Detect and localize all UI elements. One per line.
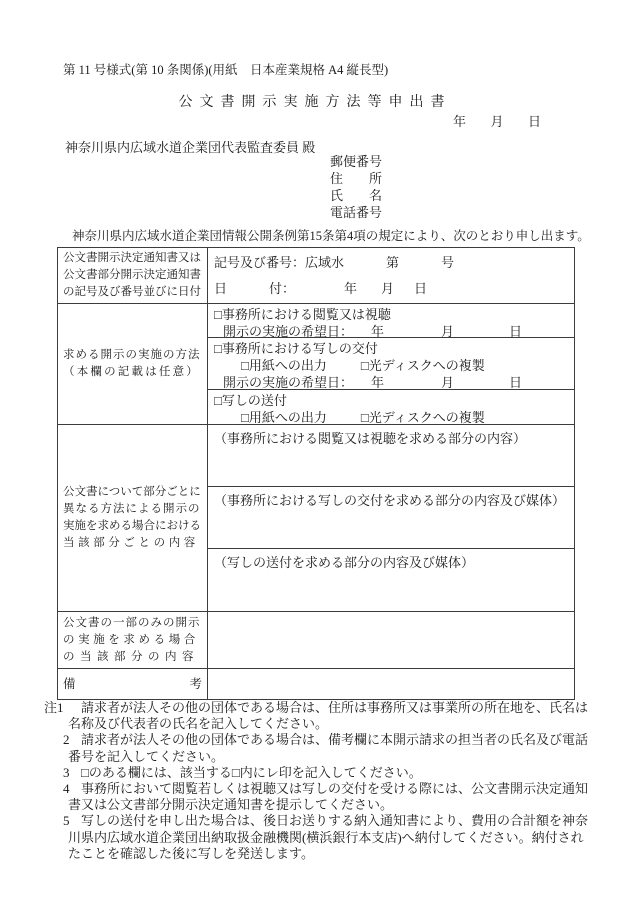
option-copy-at-office-label: 事務所における写しの交付: [221, 341, 378, 356]
checkbox-paper-output-office[interactable]: □: [241, 358, 249, 373]
applicant-postal-label: 郵便番号: [330, 154, 383, 169]
notes-block: [44, 700, 590, 862]
desired-date-line-2: 開示の実施の希望日： 年 月 日: [223, 375, 523, 390]
checkbox-paper-output-mail[interactable]: □: [241, 410, 249, 425]
addressee-line: 神奈川県内広域水道企業団代表監査委員 殿: [65, 140, 316, 155]
intro-sentence: 神奈川県内広域水道企業団情報公開条例第15条第4項の規定により、次のとおり申し出ます。: [72, 229, 590, 243]
row-per-part-content-heading: 公文書について部分ごとに 異なる方法による開示の 実施を求める場合における 当該部分ごとの内容: [58, 425, 208, 611]
paper-output-office-label: 用紙への出力: [248, 358, 327, 373]
date-month-label: 月: [490, 114, 504, 129]
option-copy-by-mail: [208, 390, 574, 424]
form-number-line: 第 11 号様式(第 10 条関係)(用紙 日本産業規格 A4 縦長型): [63, 63, 389, 77]
checkbox-copy-by-mail[interactable]: □: [214, 393, 222, 408]
disc-copy-office-label: 光ディスクへの複製: [368, 358, 485, 373]
field-mail-part-caption: （写しの送付を求める部分の内容及び媒体）: [214, 555, 475, 570]
field-copy-part-caption: （事務所における写しの交付を求める部分の内容及び媒体）: [214, 493, 566, 508]
dai-label: 第: [386, 255, 400, 270]
disc-copy-mail-label: 光ディスクへの複製: [368, 410, 485, 425]
date-day-label: 日: [527, 114, 541, 129]
row-partial-disclosure-heading: 公文書の一部のみの開示 の実施を求める場合 の当該部分の内容: [58, 612, 208, 668]
field-remarks[interactable]: [208, 669, 574, 699]
checkbox-view-at-office[interactable]: □: [214, 307, 222, 322]
row-remarks: [58, 668, 574, 699]
field-partial-disclosure[interactable]: [208, 612, 574, 668]
date-year-label: 年: [453, 114, 467, 129]
applicant-address-label: 住 所: [330, 171, 383, 186]
field-view-part-content[interactable]: [208, 425, 574, 487]
row-notice-number: [58, 248, 574, 303]
applicant-block: [330, 153, 382, 221]
sign-number-line: [214, 252, 574, 269]
note-2: 2 請求者が法人その他の団体である場合は、備考欄に本開示請求の担当者の氏名及び電話番号を記入してください。: [63, 732, 589, 764]
go-label: 号: [441, 255, 455, 270]
option-copy-by-mail-label: 写しの送付: [221, 393, 287, 408]
applicant-phone-label: 電話番号: [330, 205, 383, 220]
note-4: 4 事務所において閲覧若しくは視聴又は写しの交付を受ける際には、公文書開示決定通知書又は公文書部分開示決定通知書を提示してください。: [63, 781, 589, 813]
row-disclosure-method-heading: 求める開示の実施の方法 （本欄の記載は任意）: [58, 304, 208, 424]
option-view-at-office: [208, 304, 574, 338]
paper-output-mail-label: 用紙への出力: [248, 410, 327, 425]
row-disclosure-method: [58, 303, 574, 424]
date-line: [453, 111, 541, 130]
checkbox-disc-copy-mail[interactable]: □: [360, 410, 369, 425]
form-table: [57, 247, 575, 700]
row-partial-disclosure: [58, 611, 574, 668]
notice-date-line: 日 付： 年 月 日: [214, 281, 428, 296]
field-view-part-caption: （事務所における閲覧又は視聴を求める部分の内容）: [214, 431, 527, 446]
page-title: 公文書開示実施方法等申出書: [178, 95, 452, 110]
disclosure-method-options: [208, 304, 574, 424]
notice-number-field[interactable]: [208, 248, 574, 300]
note-3: 3 □のある欄には、該当する□内にレ印を記入してください。: [63, 764, 422, 780]
checkbox-disc-copy-office[interactable]: □: [360, 358, 369, 373]
field-mail-part-content[interactable]: [208, 549, 574, 611]
desired-date-line-1: 開示の実施の希望日： 年 月 日: [223, 324, 523, 339]
note-5: 5 写しの送付を申し出た場合は、後日お送りする納入通知書により、費用の合計額を神奈川県内広域水道企業団出納取扱金融機関(横浜銀行本支店)へ納付してください。納付されたことを確認した後に写しを発送します。: [63, 813, 589, 861]
row-notice-number-heading: 公文書開示決定通知書又は 公文書部分開示決定通知書 の記号及び番号並びに日付: [58, 248, 208, 303]
field-copy-part-content[interactable]: [208, 487, 574, 549]
applicant-name-label: 氏 名: [330, 188, 383, 203]
checkbox-copy-at-office[interactable]: □: [214, 341, 222, 356]
row-per-part-content: [58, 424, 574, 611]
note-1: 注1 請求者が法人その他の団体である場合は、住所は事務所又は事業所の所在地を、氏名は名称及び代表者の氏名を記入してください。: [44, 700, 589, 732]
option-copy-at-office: [208, 338, 574, 390]
sign-number-label: 記号及び番号：広域水: [214, 255, 345, 270]
option-view-at-office-label: 事務所における閲覧又は視聴: [221, 307, 391, 322]
row-remarks-heading: 備 考: [58, 669, 208, 699]
